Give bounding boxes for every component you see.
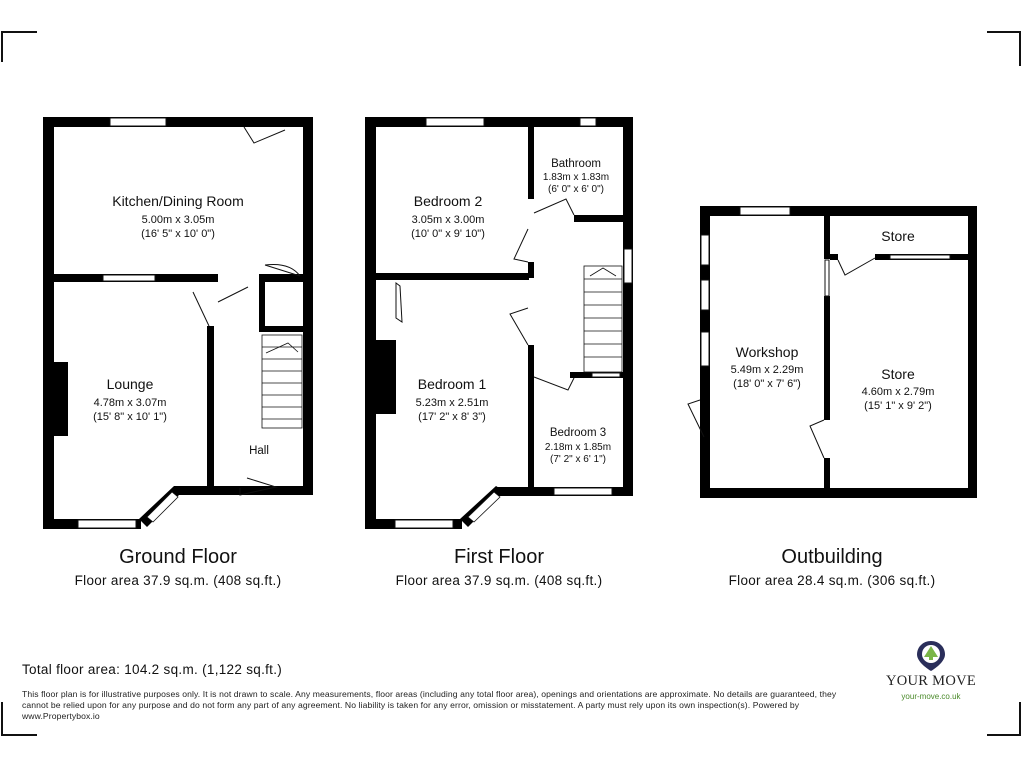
- room-metric-store-large: 4.60m x 2.79m: [861, 386, 935, 398]
- floor-title-outbuilding: Outbuilding: [781, 546, 883, 568]
- room-imperial-bedroom-2: (10' 0" x 9' 10"): [411, 228, 485, 240]
- room-metric-lounge: 4.78m x 3.07m: [93, 397, 167, 409]
- outbuilding-plan: [688, 206, 977, 588]
- room-name-hall: Hall: [249, 445, 269, 457]
- floor-area-first: Floor area 37.9 sq.m. (408 sq.ft.): [395, 573, 603, 588]
- room-metric-bedroom-2: 3.05m x 3.00m: [411, 214, 485, 226]
- disclaimer-text: This floor plan is for illustrative purposes only. It is not drawn to scale. Any measurements, floor areas (including any total floor area), openings and orientations are approximate. No details are guaranteed, they cannot be relied upon for any purpose and do not form any part of any agreement. No liability is taken for any error, omission or misstatement. A party must rely upon its own inspection(s). Powered by www.Propertybox.io: [22, 689, 837, 721]
- ground-floor-walls: [43, 117, 313, 529]
- room-name-workshop: Workshop: [735, 344, 799, 360]
- floor-title-ground: Ground Floor: [119, 546, 237, 568]
- room-imperial-lounge: (15' 8" x 10' 1"): [93, 411, 167, 423]
- logo-url: your-move.co.uk: [901, 692, 961, 701]
- room-imperial-store-large: (15' 1" x 9' 2"): [864, 400, 932, 412]
- floor-area-outbuilding: Floor area 28.4 sq.m. (306 sq.ft.): [728, 573, 936, 588]
- room-imperial-bedroom-1: (17' 2" x 8' 3"): [418, 411, 486, 423]
- logo-wordmark: YOUR MOVE: [885, 673, 977, 689]
- room-name-bedroom-3: Bedroom 3: [549, 427, 607, 439]
- room-imperial-kitchen: (16' 5" x 10' 0"): [141, 228, 215, 240]
- first-floor-bay-window: [460, 486, 504, 527]
- floor-area-ground: Floor area 37.9 sq.m. (408 sq.ft.): [74, 573, 282, 588]
- floor-title-first: First Floor: [454, 546, 544, 568]
- room-imperial-workshop: (18' 0" x 7' 6"): [733, 378, 801, 390]
- first-floor-plan: [365, 117, 633, 588]
- ground-floor-stairs: [262, 335, 302, 428]
- room-name-lounge: Lounge: [106, 376, 154, 392]
- room-metric-bedroom-1: 5.23m x 2.51m: [415, 397, 489, 409]
- room-metric-workshop: 5.49m x 2.29m: [730, 364, 804, 376]
- room-metric-kitchen: 5.00m x 3.05m: [141, 214, 215, 226]
- your-move-logo: [874, 640, 988, 710]
- crop-marks: [2, 32, 1020, 735]
- room-name-kitchen: Kitchen/Dining Room: [112, 193, 244, 209]
- ground-floor-windows: [78, 118, 166, 528]
- room-metric-bedroom-3: 2.18m x 1.85m: [544, 442, 612, 453]
- room-name-store-large: Store: [881, 366, 915, 382]
- room-name-store-small: Store: [881, 228, 915, 244]
- room-imperial-bedroom-3: (7' 2" x 6' 1"): [550, 454, 606, 465]
- house-pin-icon: [916, 640, 946, 672]
- room-metric-bathroom: 1.83m x 1.83m: [542, 172, 610, 183]
- room-name-bedroom-2: Bedroom 2: [413, 193, 483, 209]
- room-name-bathroom: Bathroom: [551, 158, 601, 170]
- ground-floor-plan: [43, 117, 313, 588]
- room-imperial-bathroom: (6' 0" x 6' 0"): [548, 184, 604, 195]
- ground-floor-bay-window: [139, 486, 182, 527]
- first-floor-stairs: [584, 266, 622, 372]
- room-name-bedroom-1: Bedroom 1: [417, 376, 487, 392]
- total-floor-area: Total floor area: 104.2 sq.m. (1,122 sq.ft.): [22, 662, 283, 677]
